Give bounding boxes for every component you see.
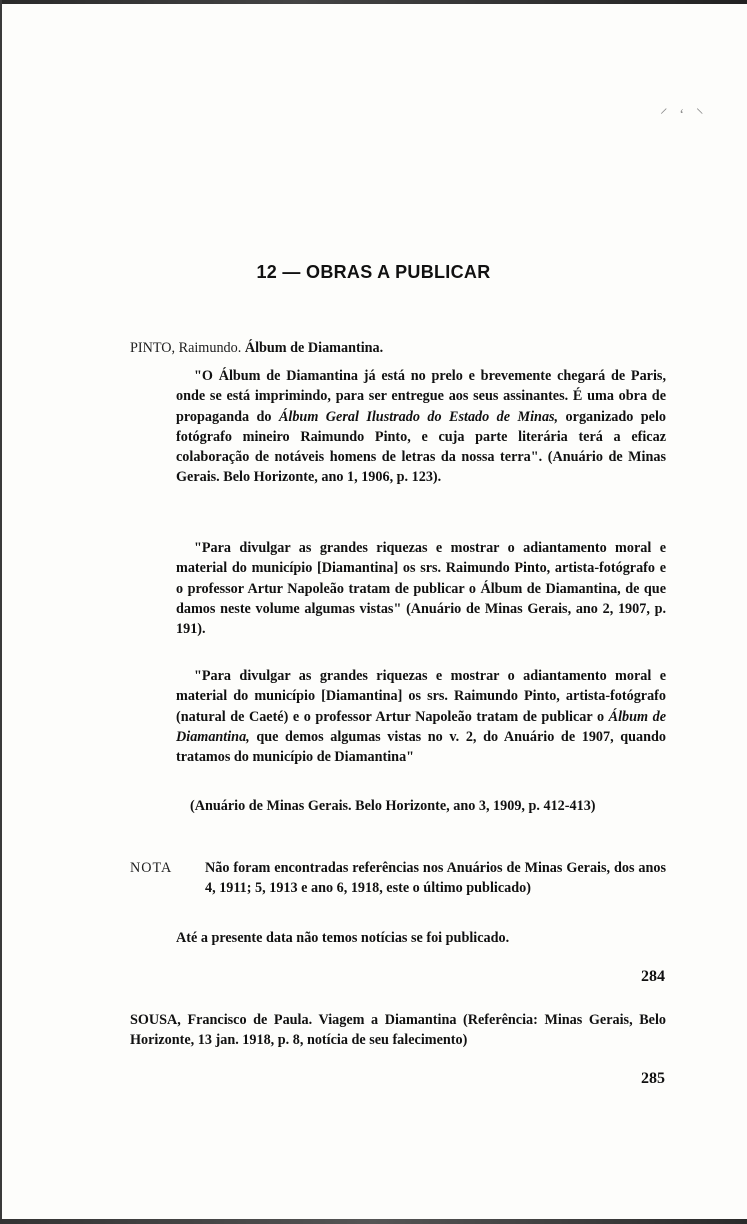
section-heading: 12 — OBRAS A PUBLICAR [256,262,491,282]
scan-edge-left [0,0,2,1224]
quote-3-reference-text: (Anuário de Minas Gerais. Belo Horizonte, ano 3, 1909, p. 412-413) [190,798,596,814]
quote-1-italic-title: Álbum Geral Ilustrado do Estado de Minas, [278,408,559,425]
entry-header [130,338,670,358]
quote-1-text-a: "O Álbum de Diamantina já está no prelo e brevemente chegará de Paris, onde se está imprimindo, para ser entregue aos seus assinantes. [176,368,666,405]
quote-1 [176,366,666,488]
nota-followup [176,928,666,948]
quote-2-reference: (Anuário de Minas Gerais, ano 2, 1907, p. 191). [176,600,667,638]
quote-3-text-b: que demos algumas vistas no v. 2, do Anuário de 1907, quando tratamos do município de Diamantina" [176,728,667,766]
nota-label: NOTA [130,860,173,876]
quote-2 [176,538,666,639]
entry-author: PINTO, Raimundo. [130,340,242,356]
nota-body: Não foram encontradas referências nos Anuários de Minas Gerais, dos anos 4, 1911; 5, 1913 e ano 6, 1918, este o último publicado) [205,860,666,897]
scan-speck-marks: ⸍ ʻ ⸌ [660,107,708,123]
quote-1-text-b: É uma obra de propaganda do [176,388,666,425]
entry-title: Álbum de Diamantina. [244,340,384,356]
quote-3-text-a: "Para divulgar as grandes riquezas e mostrar o adiantamento moral e material do município [Diamantina] os srs. Raimundo Pinto, artista-fotógrafo (natural de Caeté) e o professor Artur Napoleão tratam de publicar o [176,668,666,725]
quote-1-reference: (Anuário de Minas Gerais. Belo Horizonte, ano 1, 1906, p. 123). [176,449,666,486]
page-number-284: 284 [641,968,665,985]
entry-sousa [130,1010,666,1051]
quote-3-italic-title: Álbum de Diamantina, [176,708,667,745]
nota-text [205,858,666,899]
page-number-285: 285 [641,1070,665,1087]
scan-edge-bottom [0,1219,747,1224]
nota-followup-text: Até a presente data não temos notícias se foi publicado. [176,930,510,946]
quote-2-text: "Para divulgar as grandes riquezas e mostrar o adiantamento moral e material do município [Diamantina] os srs. Raimundo Pinto, artista-fotógrafo e o professor Artur Napoleão tratam de publicar o Álbum de Diamantina, de que damos neste volume algumas vistas" [176,540,666,617]
scan-edge-top [0,0,747,4]
entry-sousa-text: SOUSA, Francisco de Paula. Viagem a Diamantina (Referência: Minas Gerais, Belo Horizonte, 13 jan. 1918, p. 8, notícia de seu falecimento) [130,1012,666,1049]
quote-1-text-c: organizado pelo fotógrafo mineiro Raimundo Pinto, e cuja parte literária terá a eficaz colaboração de notáveis homens de letras da nossa terra". [176,408,666,466]
quote-3 [176,666,666,767]
quote-3-reference [176,796,666,816]
